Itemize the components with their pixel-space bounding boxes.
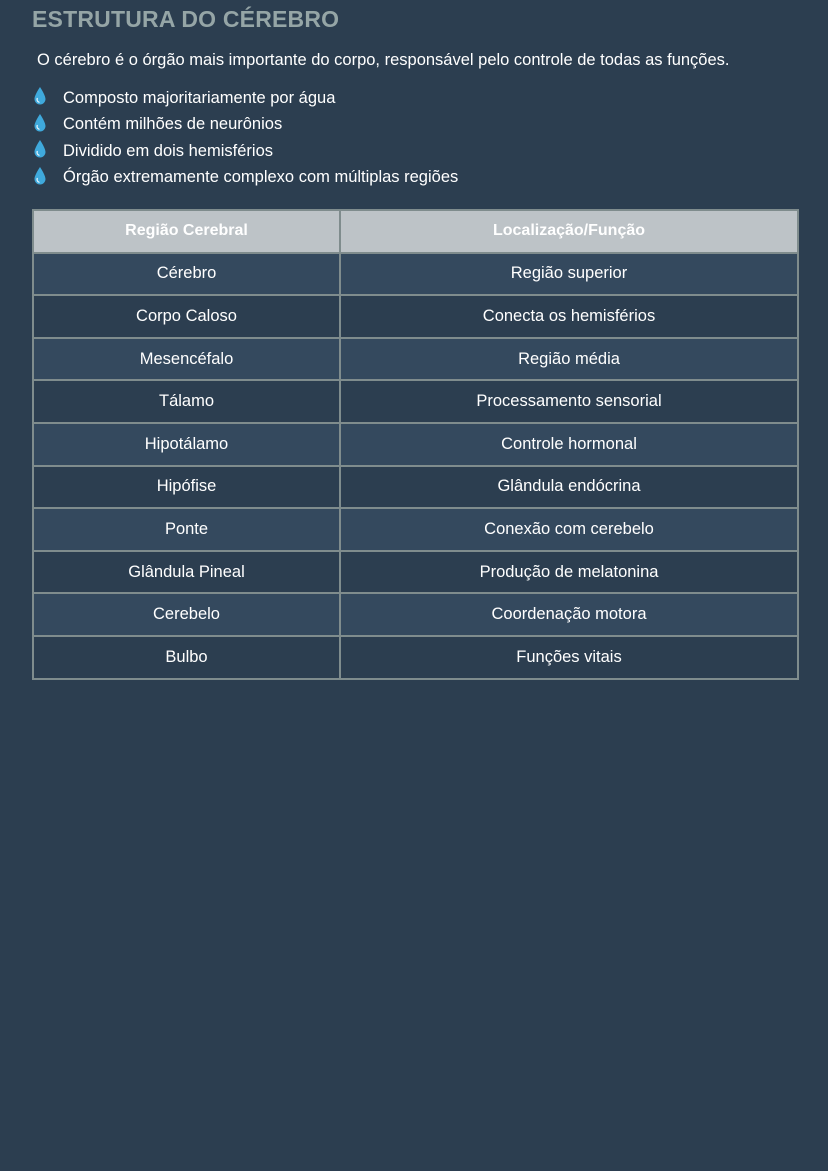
function-cell: Conexão com cerebelo — [340, 508, 798, 551]
table-row — [33, 593, 798, 636]
function-cell: Funções vitais — [340, 636, 798, 679]
region-cell: Tálamo — [33, 380, 340, 423]
bullet-text: Contém milhões de neurônios — [63, 115, 283, 134]
water-drop-icon — [33, 113, 47, 133]
region-cell: Corpo Caloso — [33, 295, 340, 338]
function-cell: Produção de melatonina — [340, 551, 798, 594]
function-cell: Conecta os hemisférios — [340, 295, 798, 338]
region-cell: Glândula Pineal — [33, 551, 340, 594]
bullet-text: Composto majoritariamente por água — [63, 88, 336, 107]
region-cell: Cerebelo — [33, 593, 340, 636]
table-row — [33, 380, 798, 423]
function-cell: Região média — [340, 338, 798, 381]
function-cell: Região superior — [340, 253, 798, 296]
water-drop-icon — [33, 166, 47, 186]
list-item — [33, 112, 458, 139]
water-drop-icon — [33, 86, 47, 106]
region-cell: Ponte — [33, 508, 340, 551]
page-title: ESTRUTURA DO CÉREBRO — [32, 6, 340, 32]
region-cell: Mesencéfalo — [33, 338, 340, 381]
function-cell: Processamento sensorial — [340, 380, 798, 423]
region-cell: Cérebro — [33, 253, 340, 296]
list-item — [33, 138, 458, 165]
region-cell: Bulbo — [33, 636, 340, 679]
function-cell: Glândula endócrina — [340, 466, 798, 509]
function-cell: Controle hormonal — [340, 423, 798, 466]
table-row — [33, 508, 798, 551]
bullet-text: Órgão extremamente complexo com múltiplas regiões — [63, 168, 459, 187]
table-row — [33, 423, 798, 466]
table-header-row — [33, 210, 798, 253]
column-header-region: Região Cerebral — [33, 210, 340, 253]
bullet-list — [33, 85, 458, 191]
bullet-text: Dividido em dois hemisférios — [63, 141, 273, 160]
column-header-function: Localização/Função — [340, 210, 798, 253]
table-row — [33, 551, 798, 594]
table-row — [33, 466, 798, 509]
list-item — [33, 85, 458, 112]
water-drop-icon — [33, 139, 47, 159]
table-row — [33, 338, 798, 381]
list-item — [33, 165, 458, 192]
region-cell: Hipófise — [33, 466, 340, 509]
table-row — [33, 636, 798, 679]
region-cell: Hipotálamo — [33, 423, 340, 466]
table-row — [33, 253, 798, 296]
intro-text: O cérebro é o órgão mais importante do corpo, responsável pelo controle de todas as funções. — [37, 51, 730, 69]
function-cell: Coordenação motora — [340, 593, 798, 636]
brain-regions-table — [32, 209, 799, 680]
table-row — [33, 295, 798, 338]
